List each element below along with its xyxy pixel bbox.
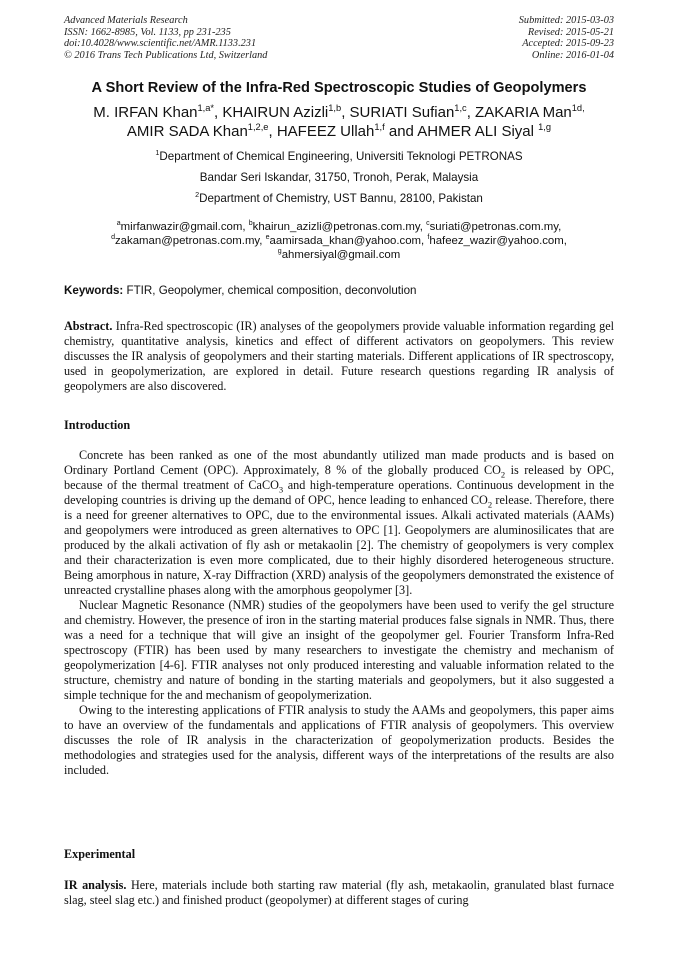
- paragraph-text: and high-temperature operations. Continuous development in the developing countries is driving up the demand of OPC, hence leading to enhanced CO: [64, 478, 614, 507]
- email-line-1: [40, 220, 638, 234]
- journal-name: Advanced Materials Research: [64, 15, 188, 26]
- affiliation-1-marker: 1: [155, 148, 160, 158]
- email-separator: ,: [563, 235, 567, 247]
- author-2: KHAIRUN Azizli: [222, 104, 329, 121]
- doi-line: doi:10.4028/www.scientific.net/AMR.1133.231: [64, 38, 257, 49]
- email-marker: d: [111, 234, 115, 242]
- affiliation-1-text: Department of Chemical Engineering, Universiti Teknologi PETRONAS: [159, 150, 523, 163]
- author-list: [40, 103, 638, 141]
- submission-dates: [519, 15, 614, 61]
- email-f[interactable]: hafeez_wazir@yahoo.com: [429, 235, 564, 247]
- author-separator: ,: [466, 104, 476, 121]
- online-date: Online: 2016-01-04: [531, 49, 614, 61]
- author-line-2: [40, 122, 638, 141]
- email-b[interactable]: khairun_azizli@petronas.com.my: [252, 221, 420, 233]
- introduction-paragraph-3: Owing to the interesting applications of FTIR analysis to study the AAMs and geopolymers, this paper aims to have an overview of the fundamentals and applications of FTIR analysis of geopolymers. This overview discusses the role of IR analysis in the characterization of geopolymerization products. Besides the methodologies and strategies used for the analysis, different ways of the interpretations of the results are also included.: [64, 703, 614, 777]
- ir-analysis-run-in: IR analysis.: [64, 878, 127, 892]
- accepted-date: Accepted: 2015-09-23: [522, 38, 614, 49]
- author-7-affil: 1,g: [538, 122, 552, 132]
- submitted-date: Submitted: 2015-03-03: [518, 15, 614, 26]
- author-4-affil: 1d,: [571, 103, 585, 113]
- email-separator: ,: [421, 235, 428, 247]
- email-separator: ,: [242, 221, 249, 233]
- affiliation-2-text: Department of Chemistry, UST Bannu, 28100, Pakistan: [199, 192, 483, 205]
- author-line-1: [40, 103, 638, 122]
- abstract: [64, 319, 614, 394]
- affiliation-2-marker: 2: [195, 190, 200, 200]
- email-line-2: [40, 234, 638, 248]
- author-1-affil: 1,a*: [197, 103, 215, 113]
- email-g[interactable]: ahmersiyal@gmail.com: [281, 249, 401, 261]
- email-separator: ,: [558, 221, 562, 233]
- email-separator: ,: [259, 235, 266, 247]
- paper-title: A Short Review of the Infra-Red Spectroscopic Studies of Geopolymers: [91, 80, 587, 96]
- author-and: and: [384, 123, 418, 140]
- affiliation-1-address: Bandar Seri Iskandar, 31750, Tronoh, Perak, Malaysia: [199, 171, 479, 184]
- journal-info: [64, 15, 267, 61]
- email-c[interactable]: suriati@petronas.com.my: [429, 221, 559, 233]
- subscript: 2: [500, 469, 506, 480]
- paragraph-text: is released by OPC, because of the thermal treatment of CaCO: [64, 463, 614, 492]
- email-e[interactable]: aamirsada_khan@yahoo.com: [269, 235, 422, 247]
- copyright-line: © 2016 Trans Tech Publications Ltd, Switzerland: [64, 49, 268, 61]
- author-1: M. IRFAN Khan: [93, 104, 198, 121]
- author-emails: [40, 220, 638, 262]
- author-2-affil: 1,b: [328, 103, 342, 113]
- abstract-label: Abstract.: [64, 319, 113, 333]
- abstract-text: Infra-Red spectroscopic (IR) analyses of the geopolymers provide valuable information regarding gel chemistry, quantitative analysis, kinetics and effect of different activators on geopolymers. This review discusses the IR analysis of geopolymers and their starting materials. Different applications of IR spectroscopy, used in geopolymerization, are explored in detail. Future research questions regarding IR analysis of geopolymers are also discovered.: [64, 319, 614, 393]
- affiliation-2: [0, 192, 678, 205]
- email-marker: e: [265, 234, 270, 242]
- introduction-heading: Introduction: [64, 418, 131, 432]
- email-line-3: [40, 248, 638, 262]
- author-separator: ,: [268, 123, 277, 140]
- email-a[interactable]: mirfanwazir@gmail.com: [120, 221, 243, 233]
- keywords-text: FTIR, Geopolymer, chemical composition, deconvolution: [123, 284, 417, 297]
- introduction-paragraph-1: [64, 448, 614, 598]
- author-6-affil: 1,f: [374, 122, 385, 132]
- email-marker: f: [427, 234, 430, 242]
- author-6: HAFEEZ Ullah: [276, 123, 375, 140]
- paragraph-text: Concrete has been ranked as one of the most abundantly utilized man made products and is based on Ordinary Portland Cement (OPC). Approximately, 8 % of the globally produced CO: [64, 448, 614, 477]
- affiliation-1: [0, 150, 678, 163]
- author-4: ZAKARIA Man: [475, 104, 572, 121]
- experimental-text: Here, materials include both starting raw material (fly ash, metakaolin, granulated blast furnace slag, steel slag etc.) and finished product (geopolymer) at different stages of curing: [64, 878, 614, 907]
- introduction-body: [64, 448, 614, 778]
- subscript: 3: [278, 484, 284, 495]
- author-3-affil: 1,c: [454, 103, 467, 113]
- email-marker: b: [248, 220, 253, 228]
- introduction-paragraph-2: Nuclear Magnetic Resonance (NMR) studies of the geopolymers have been used to verify the gel structure and chemistry. However, the presence of iron in the starting material produces false signals in NMR. Thus, there was a need for a technique that will give an insight of the geopolymer gel. Fourier Transform Infra-Red spectroscopy (FTIR) has been used by many researchers to investigate the chemistry and mechanism of geopolymerization [4-6]. FTIR analyses not only produced interesting and valuable information related to the structure, chemistry and nature of bonding in the starting materials and geopolymers, but it also suggested a simple technique for the and mechanism of geopolymerization.: [64, 598, 614, 702]
- email-d[interactable]: zakaman@petronas.com.my: [114, 235, 260, 247]
- subscript: 2: [487, 499, 493, 510]
- author-7: AHMER ALI Siyal: [417, 123, 534, 140]
- experimental-body: [64, 878, 614, 908]
- paragraph-text: release. Therefore, there is a need for greener alternatives to OPC, due to the environmental issues. Alkali activated materials (AAMs) and geopolymers were introduced as green alternatives to OPC [1]. Geopolymers are aluminosilicates that are produced by the alkali activation of fly ash or metakaolin [2]. The chemistry of geopolymers is very complex and their characterization is even more complicated, due to their highly disordered heterogeneous structure. Being amorphous in nature, X-ray Diffraction (XRD) analysis of the geopolymers demonstrated the existence of unreacted crystalline phases along with the amorphous geopolymer [3].: [64, 493, 615, 597]
- keywords: [64, 284, 614, 297]
- author-separator: ,: [341, 104, 350, 121]
- revised-date: Revised: 2015-05-21: [527, 26, 614, 38]
- email-marker: a: [116, 220, 121, 228]
- author-3: SURIATI Sufian: [349, 104, 455, 121]
- issn-line: ISSN: 1662-8985, Vol. 1133, pp 231-235: [64, 26, 231, 38]
- author-5-affil: 1,2,e: [247, 122, 269, 132]
- experimental-heading: Experimental: [64, 847, 136, 861]
- email-marker: c: [426, 220, 430, 228]
- email-marker: g: [277, 248, 282, 256]
- author-5: AMIR SADA Khan: [126, 123, 248, 140]
- email-separator: ,: [419, 221, 427, 233]
- keywords-label: Keywords:: [64, 284, 124, 297]
- author-separator: ,: [214, 104, 223, 121]
